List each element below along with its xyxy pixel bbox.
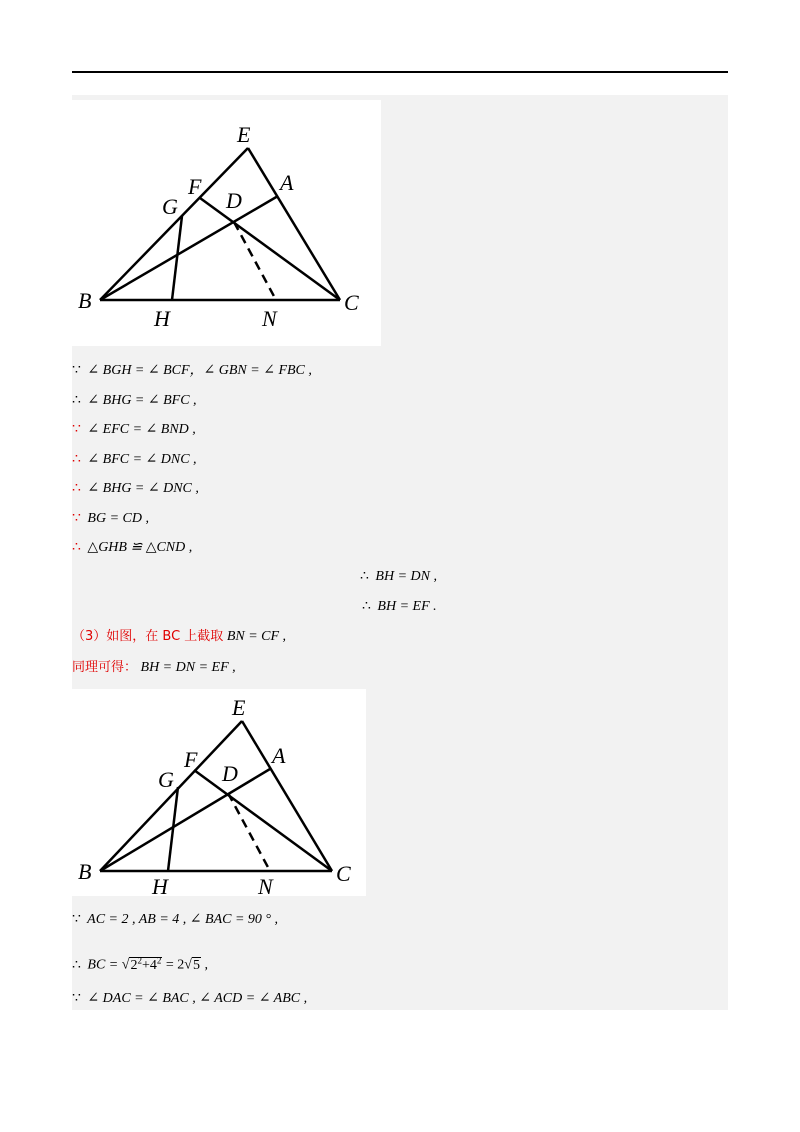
segment-dn: [234, 222, 276, 300]
header-rule: [72, 71, 728, 73]
therefore-symbol: ∴: [72, 540, 81, 555]
proof-line-13: [72, 951, 208, 975]
label-d: D: [222, 761, 238, 786]
base-1: 2: [130, 957, 138, 973]
geometry-figure-2: [72, 689, 366, 896]
segment-ec: [242, 721, 332, 871]
label-n: N: [258, 874, 273, 896]
proof-line-6: [72, 510, 149, 528]
sqrt-symbol-2: √: [184, 957, 192, 973]
proof-text: ∠ DAC = ∠ BAC , ∠ ACD = ∠ ABC ,: [87, 991, 308, 1006]
comma: ,: [204, 957, 208, 973]
therefore-symbol: ∴: [72, 393, 81, 408]
label-c: C: [344, 290, 359, 315]
triangle-diagram-2: [72, 689, 366, 896]
proof-line-2: [72, 392, 197, 410]
radicand: [129, 957, 162, 973]
label-n: N: [262, 306, 277, 331]
proof-line-12: [72, 911, 278, 929]
geometry-figure-1: [72, 100, 381, 346]
label-b: B: [78, 859, 92, 884]
equation-rhs: = 2: [165, 957, 185, 973]
proof-text: ∠ BGH = ∠ BCF，∠ GBN = ∠ FBC ,: [87, 363, 312, 378]
label-d: D: [226, 188, 242, 213]
proof-line-8: [360, 568, 437, 586]
proof-text: ∠ BHG = ∠ DNC ,: [87, 481, 199, 496]
segment-ec: [248, 148, 340, 300]
proof-line-10: [72, 628, 286, 646]
label-c: C: [336, 861, 351, 886]
label-h: H: [154, 306, 170, 331]
segment-ba: [100, 196, 278, 300]
segment-fc: [194, 770, 332, 871]
because-symbol: ∵: [72, 991, 81, 1006]
label-e: E: [237, 122, 251, 147]
label-h: H: [152, 874, 168, 896]
proof-line-4: [72, 451, 197, 469]
proof-line-1: [72, 362, 312, 380]
segment-ba: [100, 769, 270, 871]
proof-text: ∠ BHG = ∠ BFC ,: [87, 393, 197, 408]
proof-line-9: [362, 598, 437, 616]
proof-text: △GHB ≌ △CND ,: [87, 540, 193, 555]
base-2: 4: [149, 957, 157, 973]
triangle-diagram-1: [72, 100, 381, 346]
therefore-symbol: ∴: [72, 452, 81, 467]
because-symbol: ∵: [72, 363, 81, 378]
radicand-2: 5: [192, 957, 200, 973]
exponent-1: 2: [137, 955, 142, 965]
label-g: G: [162, 194, 178, 219]
proof-line-11: [72, 659, 236, 677]
therefore-symbol: ∴: [362, 599, 371, 614]
exponent-2: 2: [156, 955, 162, 965]
label-a: A: [272, 743, 286, 768]
label-a: A: [280, 170, 294, 195]
because-symbol: ∵: [72, 422, 81, 437]
proof-text: ∠ EFC = ∠ BND ,: [87, 422, 196, 437]
proof-line-7: [72, 539, 192, 557]
plus-sign: +: [141, 957, 150, 973]
proof-text: BH = EF .: [377, 599, 437, 614]
segment-dn: [228, 793, 270, 871]
proof-text: ∠ BFC = ∠ DNC ,: [87, 452, 197, 467]
equation-lhs: BC =: [87, 957, 119, 973]
segment-fc: [200, 198, 340, 300]
because-symbol: ∵: [72, 511, 81, 526]
proof-text: AC = 2 , AB = 4 , ∠ BAC = 90 ° ,: [87, 912, 279, 927]
proof-text: BN = CF ,: [226, 629, 287, 644]
proof-line-5: [72, 480, 199, 498]
therefore-symbol: ∴: [72, 957, 81, 973]
step-prefix: 同理可得：: [72, 660, 138, 675]
therefore-symbol: ∴: [360, 569, 369, 584]
label-b: B: [78, 288, 92, 313]
because-symbol: ∵: [72, 912, 81, 927]
label-e: E: [232, 695, 246, 720]
proof-line-3: [72, 421, 196, 439]
sqrt-symbol: √: [121, 957, 130, 973]
proof-text: BH = DN ,: [375, 569, 437, 584]
label-g: G: [158, 767, 174, 792]
label-f: F: [184, 747, 198, 772]
proof-line-14: [72, 990, 307, 1008]
label-f: F: [188, 174, 202, 199]
step-prefix: （3）如图，在 BC 上截取: [72, 629, 224, 644]
therefore-symbol: ∴: [72, 481, 81, 496]
proof-text: BH = DN = EF ,: [140, 660, 236, 675]
proof-text: BG = CD ,: [87, 511, 149, 526]
